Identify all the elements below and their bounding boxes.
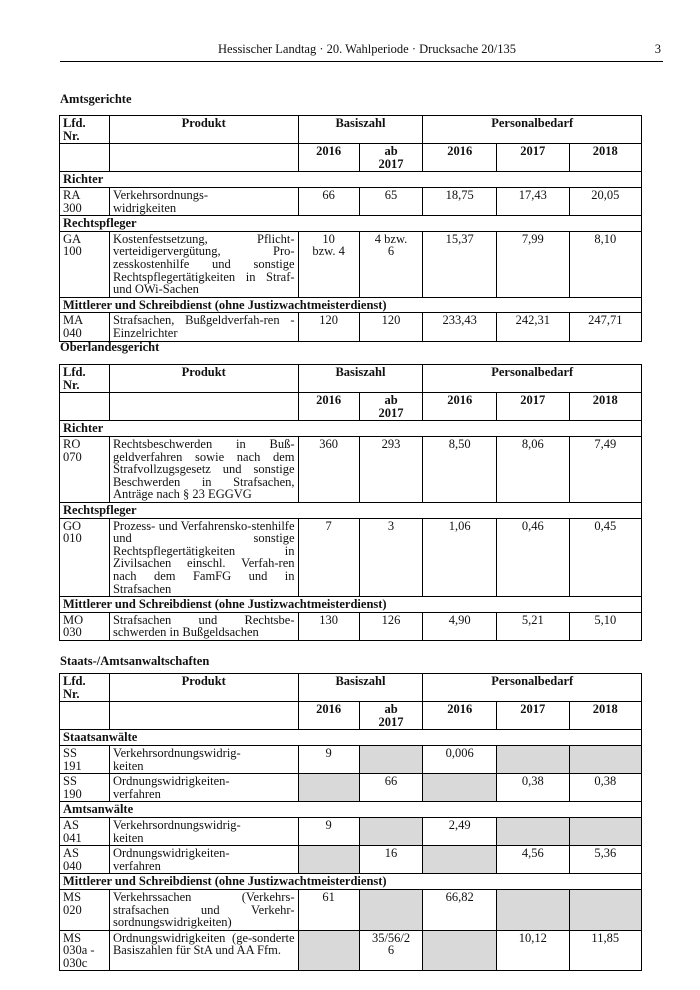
basis-2016: 66: [298, 187, 359, 215]
bedarf-2018: [569, 889, 642, 930]
basis-2016: [298, 930, 359, 971]
header-text: Hessischer Landtag · 20. Wahlperiode · Drucksache 20/135: [218, 42, 516, 56]
bedarf-2018: 20,05: [569, 187, 642, 215]
bedarf-2018: [569, 745, 642, 773]
row-produkt: Kostenfestsetzung, Pflicht-verteidigervergütung, Pro-zesskostenhilfe und sonstige Rechtspflegertätigkeiten in Straf- und OWi-Sachen: [109, 231, 298, 297]
group-mittlerer-schreibdienst: Mittlerer und Schreibdienst (ohne Justizwachtmeisterdienst): [60, 874, 642, 890]
row-produkt: Ordnungswidrigkeiten- verfahren: [109, 774, 298, 802]
table-row: [60, 817, 642, 845]
section-title-staatsanwaltschaften: Staats-/Amtsanwaltschaften: [60, 654, 210, 668]
col-2018: 2018: [569, 702, 642, 730]
basis-2017: 35/56/2 6: [359, 930, 423, 971]
bedarf-2018: 11,85: [569, 930, 642, 971]
bedarf-2016: [423, 846, 497, 874]
header-row: [60, 116, 642, 144]
row-produkt: Verkehrsordnungs- widrigkeiten: [109, 187, 298, 215]
bedarf-2017: 7,99: [497, 231, 569, 297]
row-produkt: Strafsachen, Bußgeldverfah-ren - Einzelrichter: [109, 313, 298, 341]
basis-2017: 3: [359, 518, 423, 597]
row-nr: MO 030: [60, 612, 110, 640]
basis-2016: [298, 846, 359, 874]
col-produkt: Produkt: [109, 365, 298, 393]
table-row: [60, 187, 642, 215]
bedarf-2016: 4,90: [423, 612, 497, 640]
group-rechtspfleger: Rechtspfleger: [60, 502, 642, 518]
table-row: [60, 313, 642, 341]
bedarf-2016: 2,49: [423, 817, 497, 845]
bedarf-2017: 8,06: [497, 436, 569, 502]
bedarf-2016: 8,50: [423, 436, 497, 502]
bedarf-2018: 5,36: [569, 846, 642, 874]
basis-2017: 66: [359, 774, 423, 802]
table-staatsanwaltschaften: [59, 673, 642, 971]
col-2016: 2016: [423, 393, 497, 421]
row-produkt: Verkehrsordnungswidrig- keiten: [109, 817, 298, 845]
row-produkt: Ordnungswidrigkeiten (ge-sonderte Basiszahlen für StA und AA Ffm.: [109, 930, 298, 971]
row-nr: MA 040: [60, 313, 110, 341]
basis-2016: 7: [298, 518, 359, 597]
bedarf-2017: 5,21: [497, 612, 569, 640]
basis-2017: [359, 889, 423, 930]
bedarf-2016: [423, 930, 497, 971]
table-row: [60, 930, 642, 971]
header-year-row: [60, 702, 642, 730]
group-amtsanwaelte: Amtsanwälte: [60, 802, 642, 818]
row-produkt: Rechtsbeschwerden in Buß-geldverfahren sowie nach dem Strafvollzugsgesetz und sonstige Beschwerden in Strafsachen, Anträge nach § 23 EGGVG: [109, 436, 298, 502]
row-nr: RA 300: [60, 187, 110, 215]
basis-2016: 120: [298, 313, 359, 341]
row-nr: MS 030a - 030c: [60, 930, 110, 971]
basis-2017: 120: [359, 313, 423, 341]
table-row: [60, 612, 642, 640]
basis-2017: 4 bzw. 6: [359, 231, 423, 297]
row-produkt: Verkehrssachen (Verkehrs-strafsachen und Verkehr-sordnungswidrigkeiten): [109, 889, 298, 930]
group-mittlerer-schreibdienst: Mittlerer und Schreibdienst (ohne Justizwachtmeisterdienst): [60, 597, 642, 613]
bedarf-2016: 233,43: [423, 313, 497, 341]
bedarf-2017: [497, 889, 569, 930]
bedarf-2016: 66,82: [423, 889, 497, 930]
col-ab-2017: ab 2017: [359, 702, 423, 730]
basis-2017: 16: [359, 846, 423, 874]
col-2016: 2016: [298, 393, 359, 421]
basis-2016: [298, 774, 359, 802]
col-ab-2017: ab 2017: [359, 393, 423, 421]
header-year-row: [60, 393, 642, 421]
basis-2016: 360: [298, 436, 359, 502]
bedarf-2017: 4,56: [497, 846, 569, 874]
col-2018: 2018: [569, 393, 642, 421]
col-2017: 2017: [497, 393, 569, 421]
basis-2017: [359, 817, 423, 845]
section-title-amtsgerichte: Amtsgerichte: [60, 92, 132, 106]
col-2016: 2016: [298, 144, 359, 172]
table-row: [60, 774, 642, 802]
bedarf-2016: 1,06: [423, 518, 497, 597]
basis-2016: 130: [298, 612, 359, 640]
table-oberlandesgericht: [59, 364, 642, 641]
basis-2016: 10 bzw. 4: [298, 231, 359, 297]
bedarf-2017: 17,43: [497, 187, 569, 215]
row-nr: RO 070: [60, 436, 110, 502]
table-row: [60, 231, 642, 297]
col-2017: 2017: [497, 702, 569, 730]
row-nr: AS 041: [60, 817, 110, 845]
bedarf-2018: 247,71: [569, 313, 642, 341]
col-lfd-nr: Lfd. Nr.: [60, 365, 110, 393]
page-header: [60, 41, 663, 62]
bedarf-2017: 10,12: [497, 930, 569, 971]
bedarf-2016: 18,75: [423, 187, 497, 215]
col-personalbedarf: Personalbedarf: [423, 116, 642, 144]
header-row: [60, 674, 642, 702]
section-title-oberlandesgericht: Oberlandesgericht: [60, 340, 160, 354]
row-produkt: Prozess- und Verfahrensko-stenhilfe und sonstige Rechtspflegertätigkeiten in Zivilsachen einschl. Verfah-ren nach dem FamFG und in Strafsachen: [109, 518, 298, 597]
bedarf-2016: 15,37: [423, 231, 497, 297]
basis-2016: 61: [298, 889, 359, 930]
bedarf-2017: 0,38: [497, 774, 569, 802]
col-lfd-nr: Lfd. Nr.: [60, 674, 110, 702]
row-nr: MS 020: [60, 889, 110, 930]
row-nr: SS 190: [60, 774, 110, 802]
basis-2017: 293: [359, 436, 423, 502]
col-2017: 2017: [497, 144, 569, 172]
basis-2017: 65: [359, 187, 423, 215]
col-produkt: Produkt: [109, 674, 298, 702]
bedarf-2018: 7,49: [569, 436, 642, 502]
row-nr: GA 100: [60, 231, 110, 297]
col-personalbedarf: Personalbedarf: [423, 674, 642, 702]
table-row: [60, 436, 642, 502]
group-richter: Richter: [60, 421, 642, 437]
basis-2016: 9: [298, 745, 359, 773]
table-row: [60, 518, 642, 597]
bedarf-2017: 0,46: [497, 518, 569, 597]
col-basiszahl: Basiszahl: [298, 116, 423, 144]
bedarf-2018: 0,45: [569, 518, 642, 597]
row-produkt: Verkehrsordnungswidrig- keiten: [109, 745, 298, 773]
basis-2017: [359, 745, 423, 773]
row-produkt: Ordnungswidrigkeiten- verfahren: [109, 846, 298, 874]
col-2016: 2016: [423, 144, 497, 172]
bedarf-2018: 5,10: [569, 612, 642, 640]
group-rechtspfleger: Rechtspfleger: [60, 216, 642, 232]
row-nr: SS 191: [60, 745, 110, 773]
bedarf-2017: [497, 745, 569, 773]
bedarf-2018: 8,10: [569, 231, 642, 297]
col-basiszahl: Basiszahl: [298, 365, 423, 393]
group-staatsanwaelte: Staatsanwälte: [60, 730, 642, 746]
bedarf-2018: [569, 817, 642, 845]
col-produkt: Produkt: [109, 116, 298, 144]
row-nr: AS 040: [60, 846, 110, 874]
bedarf-2017: 242,31: [497, 313, 569, 341]
group-mittlerer-schreibdienst: Mittlerer und Schreibdienst (ohne Justizwachtmeisterdienst): [60, 297, 642, 313]
basis-2016: 9: [298, 817, 359, 845]
col-basiszahl: Basiszahl: [298, 674, 423, 702]
header-year-row: [60, 144, 642, 172]
col-2018: 2018: [569, 144, 642, 172]
row-produkt: Strafsachen und Rechtsbe-schwerden in Bußgeldsachen: [109, 612, 298, 640]
group-richter: Richter: [60, 172, 642, 188]
col-ab-2017: ab 2017: [359, 144, 423, 172]
bedarf-2017: [497, 817, 569, 845]
table-row: [60, 889, 642, 930]
col-lfd-nr: Lfd. Nr.: [60, 116, 110, 144]
header-row: [60, 365, 642, 393]
basis-2017: 126: [359, 612, 423, 640]
table-amtsgerichte: [59, 115, 642, 342]
row-nr: GO 010: [60, 518, 110, 597]
bedarf-2016: [423, 774, 497, 802]
page-number: 3: [654, 42, 661, 56]
col-2016: 2016: [423, 702, 497, 730]
table-row: [60, 846, 642, 874]
bedarf-2018: 0,38: [569, 774, 642, 802]
table-row: [60, 745, 642, 773]
col-2016: 2016: [298, 702, 359, 730]
bedarf-2016: 0,006: [423, 745, 497, 773]
col-personalbedarf: Personalbedarf: [423, 365, 642, 393]
